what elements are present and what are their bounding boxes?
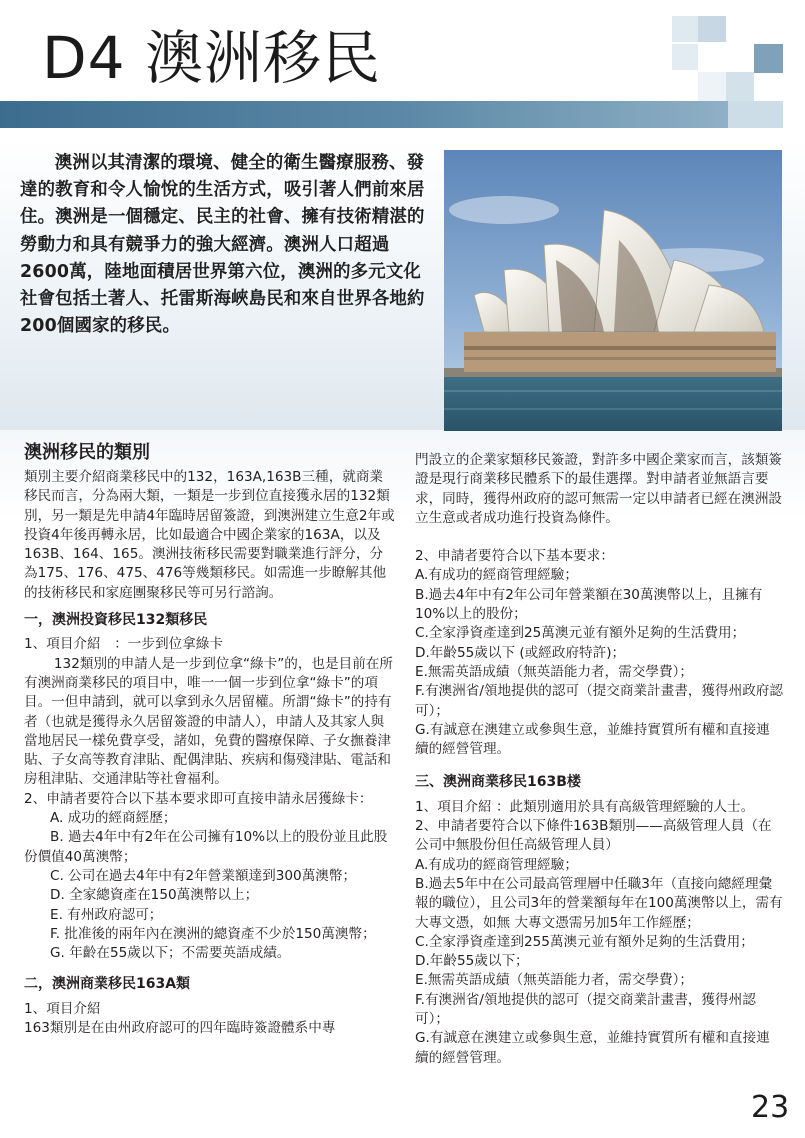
s3-req: D.年齡55歲以下； xyxy=(415,953,529,970)
decor-square xyxy=(698,72,726,101)
s2-req: G.有誠意在澳建立或參與生意，並維持實質所有權和直接連續的經營管理。 xyxy=(415,721,770,758)
subsection-title-163a: 二，澳洲商業移民163A類 xyxy=(24,976,191,993)
decor-square xyxy=(698,16,726,42)
opera-house-illustration xyxy=(444,150,782,431)
s2-req: A.有成功的經商管理經驗； xyxy=(415,567,578,584)
s3-req: A.有成功的經商管理經驗； xyxy=(415,856,578,873)
s3-req: F.有澳洲省/領地提供的認可（提交商業計畫書，獲得州認可）； xyxy=(415,991,756,1028)
decor-square xyxy=(726,72,754,101)
s3-req: B.過去5年中在公司最高管理層中任職3年（直接向總經理彙報的職位），且公司3年的營業額每年在100萬澳幣以上，需有大專文憑，如無 大專文憑需另加5年工作經歷； xyxy=(415,875,783,931)
right-column xyxy=(415,451,783,1068)
s3-item-2: 2、申請者要符合以下條件163B類別——高級管理人員（在公司中無股份但任高級管理人員） xyxy=(415,818,772,854)
s2-req: C.全家淨資產達到25萬澳元並有額外足夠的生活費用； xyxy=(415,625,746,642)
s1-req xyxy=(24,828,396,867)
s1-req: E. 有州政府認可； xyxy=(50,906,163,923)
s2-req: D.年齡55歲以下 (或經政府特許)； xyxy=(415,644,626,661)
decor-square xyxy=(754,44,783,73)
subsection-title-132: 一，澳洲投資移民132類移民 xyxy=(24,612,208,629)
header-band-tail xyxy=(728,101,783,128)
s3-item-1: 1、項目介紹 ：此類別適用於具有高級管理經驗的人士。 xyxy=(415,798,755,815)
s1-req: D. 全家總資產在150萬澳幣以上； xyxy=(50,887,259,904)
left-column xyxy=(24,438,396,1038)
s1-item-2: 2、申請者要符合以下基本要求即可直接申請永居獲綠卡： xyxy=(24,790,373,807)
overview-paragraph: 類別主要介紹商業移民中的132，163A,163B三種，就商業移民而言，分為兩大類，一類是一步到位直接獲永居的132類別，另一類是先申請4年臨時居留簽證，到澳洲建立生意2年或投資4年後再轉永居，比如最適合中國企業家的163A，以及163B、164、165。澳洲技術移民需要對職業進行評分，分為175、176、475、476等幾類移民。如需進一步瞭解其他的技術移民和家庭團聚移民等可另行諮詢。 xyxy=(24,469,395,601)
decor-square xyxy=(672,16,698,42)
opera-house-photo xyxy=(444,150,782,431)
subsection-title-163b: 三、澳洲商業移民163B楼 xyxy=(415,774,581,791)
s1-req: A. 成功的經商經歷； xyxy=(50,810,177,827)
s1-req: C. 公司在過去4年中有2年營業額達到300萬澳幣； xyxy=(50,867,357,884)
s2-item-1: 1、項目介紹 xyxy=(24,1000,101,1017)
s3-req: E.無需英語成績（無英語能力者，需交學費）； xyxy=(415,972,693,989)
s2-req: F.有澳洲省/領地提供的認可（提交商業計畫書，獲得州政府認可）； xyxy=(415,683,783,719)
s3-req: G.有誠意在澳建立或參與生意，並維持實質所有權和直接連續的經營管理。 xyxy=(415,1030,770,1066)
s2-description-start: 163類別是在由州政府認可的四年臨時簽證體系中專 xyxy=(24,1020,336,1037)
s1-description: 132類別的申請人是一步到位拿“綠卡”的，也是目前在所有澳洲商業移民的項目中，唯一一個一步到位拿“綠卡”的項目。一但申請到，就可以拿到永久居留權。所謂“綠卡”的持有者（也就是獲得永久居留簽證的申請人），申請人及其家人與當地居民一樣免費享受，諸如，免費的醫療保障、子女撫養津貼、子女高等教育津貼、配偶津貼、疾病和傷殘津貼、電話和房租津貼、交通津貼等社會福利。 xyxy=(24,655,393,788)
s2-req: E.無需英語成績（無英語能力者，需交學費）； xyxy=(415,663,693,680)
decor-square xyxy=(672,44,698,70)
spacer xyxy=(415,528,783,547)
s3-req: C.全家淨資產達到255萬澳元並有額外足夠的生活費用； xyxy=(415,933,754,950)
s1-req: F. 批准後的兩年內在澳洲的總資產不少於150萬澳幣； xyxy=(50,925,376,942)
header-band xyxy=(0,101,728,128)
s2-item-2: 2、申請者要符合以下基本要求： xyxy=(415,548,614,565)
s1-req: G. 年齡在55歲以下；不需要英語成績。 xyxy=(50,945,291,962)
s1-item-1: 1、項目介紹 ：一步到位拿綠卡 xyxy=(24,636,223,653)
s2-req: B.過去4年中有2年公司年營業額在30萬澳幣以上，且擁有10%以上的股份； xyxy=(415,586,763,623)
section-title: 澳洲移民的類別 xyxy=(24,442,150,463)
s2-description-continued: 門設立的企業家類移民簽證，對許多中國企業家而言，該類簽證是現行商業移民體系下的最佳選擇。對申請者並無語言要求，同時，獲得州政府的認可無需一定以申請者已經在澳洲設立生意或者成功進行投資為條件。 xyxy=(415,452,783,526)
page-number: 23 xyxy=(751,1090,790,1125)
page-title: D4 澳洲移民 xyxy=(42,24,381,92)
s1-req-text: B. 過去4年中有2年在公司擁有10%以上的股份並且此股份價值40萬澳幣； xyxy=(24,829,388,865)
intro-paragraph: 澳洲以其清潔的環境、健全的衛生醫療服務、發達的教育和令人愉悅的生活方式，吸引著人們前來居住。澳洲是一個穩定、民主的社會、擁有技術精湛的勞動力和具有競爭力的強大經濟。澳洲人口超過2600萬，陸地面積居世界第六位，澳洲的多元文化社會包括土著人、托雷斯海峽島民和來自世界各地約200個國家的移民。 xyxy=(20,153,425,337)
